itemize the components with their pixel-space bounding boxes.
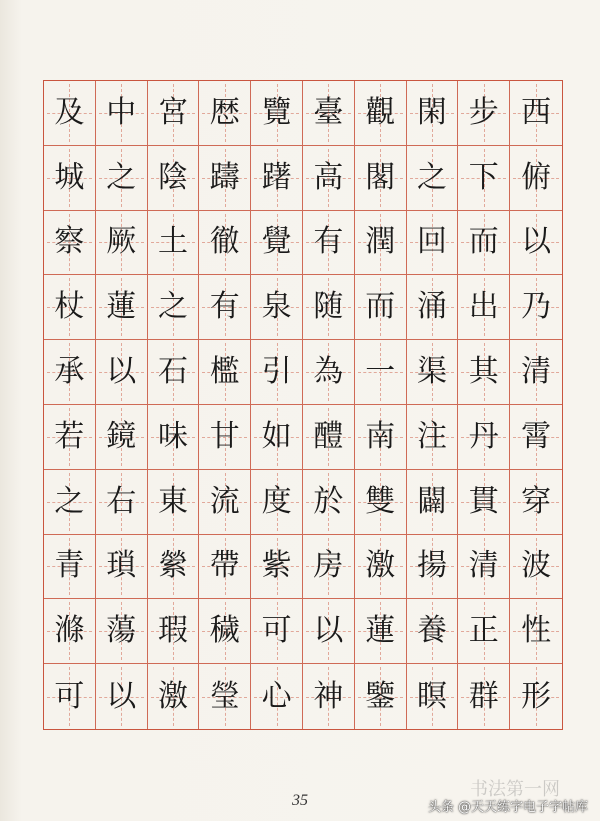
grid-cell xyxy=(407,470,459,535)
calligraphy-character: 躇 xyxy=(261,159,292,195)
grid-cell xyxy=(251,470,303,535)
calligraphy-character: 而 xyxy=(468,224,499,260)
calligraphy-character: 躊 xyxy=(209,159,240,195)
calligraphy-character: 下 xyxy=(468,159,499,195)
grid-cell xyxy=(458,535,510,600)
calligraphy-character: 中 xyxy=(106,94,137,130)
grid-cell xyxy=(199,535,251,600)
grid-cell xyxy=(355,599,407,664)
grid-cell xyxy=(510,535,562,600)
calligraphy-character: 於 xyxy=(313,483,344,519)
calligraphy-character: 觀 xyxy=(365,94,396,130)
calligraphy-character: 南 xyxy=(365,418,396,454)
calligraphy-character: 形 xyxy=(521,678,552,714)
grid-cell xyxy=(510,599,562,664)
grid-cell xyxy=(199,664,251,729)
grid-cell xyxy=(355,470,407,535)
calligraphy-character: 清 xyxy=(521,354,552,390)
grid-cell xyxy=(148,405,200,470)
grid-cell xyxy=(303,146,355,211)
calligraphy-character: 高 xyxy=(313,159,344,195)
grid-cell xyxy=(199,275,251,340)
grid-cell xyxy=(96,470,148,535)
grid-cell xyxy=(510,146,562,211)
calligraphy-character: 瞑 xyxy=(416,678,447,714)
calligraphy-character: 味 xyxy=(157,418,188,454)
grid-cell xyxy=(148,664,200,729)
grid-cell xyxy=(458,81,510,146)
grid-cell xyxy=(199,340,251,405)
grid-cell xyxy=(251,340,303,405)
calligraphy-character: 蓮 xyxy=(365,613,396,649)
calligraphy-character: 以 xyxy=(106,354,137,390)
calligraphy-character: 以 xyxy=(106,678,137,714)
grid-cell xyxy=(303,275,355,340)
grid-cell xyxy=(148,340,200,405)
grid-cell xyxy=(458,275,510,340)
grid-cell xyxy=(251,664,303,729)
calligraphy-character: 養 xyxy=(416,613,447,649)
grid-cell xyxy=(407,211,459,276)
calligraphy-character: 以 xyxy=(521,224,552,260)
grid-cell xyxy=(148,535,200,600)
calligraphy-character: 閑 xyxy=(416,94,447,130)
calligraphy-character: 有 xyxy=(209,289,240,325)
calligraphy-character: 帶 xyxy=(209,548,240,584)
grid-cell xyxy=(96,599,148,664)
calligraphy-character: 東 xyxy=(157,483,188,519)
calligraphy-character: 性 xyxy=(521,613,552,649)
grid-cell xyxy=(251,275,303,340)
calligraphy-character: 渠 xyxy=(416,354,447,390)
calligraphy-character: 土 xyxy=(157,224,188,260)
calligraphy-character: 鏡 xyxy=(106,418,137,454)
grid-cell xyxy=(458,470,510,535)
calligraphy-character: 滌 xyxy=(54,613,85,649)
grid-cell xyxy=(458,405,510,470)
grid-cell xyxy=(407,535,459,600)
calligraphy-character: 鑒 xyxy=(365,678,396,714)
calligraphy-character: 覽 xyxy=(261,94,292,130)
calligraphy-character: 乃 xyxy=(521,289,552,325)
calligraphy-character: 步 xyxy=(468,94,499,130)
grid-cell xyxy=(44,664,96,729)
grid-cell xyxy=(303,664,355,729)
grid-cell xyxy=(458,340,510,405)
grid-cell xyxy=(355,405,407,470)
grid-cell xyxy=(44,211,96,276)
grid-cell xyxy=(96,340,148,405)
grid-cell xyxy=(303,211,355,276)
grid-cell xyxy=(96,535,148,600)
grid-cell xyxy=(148,81,200,146)
grid-cell xyxy=(303,599,355,664)
calligraphy-character: 醴 xyxy=(313,418,344,454)
calligraphy-character: 蕩 xyxy=(106,613,137,649)
grid-cell xyxy=(251,599,303,664)
calligraphy-character: 及 xyxy=(54,94,85,130)
grid-cell xyxy=(458,211,510,276)
grid-cell xyxy=(251,211,303,276)
calligraphy-character: 正 xyxy=(468,613,499,649)
grid-cell xyxy=(303,81,355,146)
calligraphy-character: 清 xyxy=(468,548,499,584)
grid-cell xyxy=(44,535,96,600)
calligraphy-character: 可 xyxy=(54,678,85,714)
grid-cell xyxy=(458,599,510,664)
grid-cell xyxy=(148,470,200,535)
grid-cell xyxy=(458,664,510,729)
grid-cell xyxy=(44,81,96,146)
grid-cell xyxy=(44,599,96,664)
calligraphy-character: 俯 xyxy=(521,159,552,195)
grid-cell xyxy=(510,81,562,146)
calligraphy-character: 察 xyxy=(54,224,85,260)
grid-cell xyxy=(303,535,355,600)
calligraphy-character: 如 xyxy=(261,418,292,454)
grid-cell xyxy=(355,211,407,276)
calligraphy-character: 瑕 xyxy=(157,613,188,649)
grid-cell xyxy=(96,664,148,729)
grid-cell xyxy=(355,81,407,146)
grid-cell xyxy=(407,275,459,340)
grid-cell xyxy=(407,664,459,729)
calligraphy-character: 陰 xyxy=(157,159,188,195)
calligraphy-character: 城 xyxy=(54,159,85,195)
calligraphy-character: 心 xyxy=(261,678,292,714)
calligraphy-character: 穿 xyxy=(521,483,552,519)
calligraphy-character: 房 xyxy=(313,548,344,584)
grid-cell xyxy=(303,340,355,405)
grid-cell xyxy=(407,81,459,146)
calligraphy-character: 紫 xyxy=(261,548,292,584)
grid-cell xyxy=(96,405,148,470)
calligraphy-character: 注 xyxy=(416,418,447,454)
calligraphy-character: 雙 xyxy=(365,483,396,519)
calligraphy-character: 而 xyxy=(365,289,396,325)
grid-cell xyxy=(199,146,251,211)
calligraphy-character: 之 xyxy=(106,159,137,195)
calligraphy-character: 群 xyxy=(468,678,499,714)
calligraphy-character: 随 xyxy=(313,289,344,325)
calligraphy-character: 右 xyxy=(106,483,137,519)
calligraphy-character: 流 xyxy=(209,483,240,519)
grid-cell xyxy=(199,470,251,535)
grid-cell xyxy=(148,599,200,664)
calligraphy-character: 潤 xyxy=(365,224,396,260)
grid-cell xyxy=(148,146,200,211)
grid-cell xyxy=(44,275,96,340)
calligraphy-character: 出 xyxy=(468,289,499,325)
grid-cell xyxy=(199,405,251,470)
grid-cell xyxy=(303,470,355,535)
calligraphy-character: 檻 xyxy=(209,354,240,390)
calligraphy-character: 可 xyxy=(261,613,292,649)
grid-cell xyxy=(96,146,148,211)
grid-cell xyxy=(44,146,96,211)
grid-cell xyxy=(458,146,510,211)
calligraphy-character: 縈 xyxy=(157,548,188,584)
watermark-text: 头条 @天天练字电子字帖库 xyxy=(427,800,588,815)
calligraphy-character: 厥 xyxy=(106,224,137,260)
calligraphy-character: 青 xyxy=(54,548,85,584)
page-number: 35 xyxy=(292,792,308,809)
calligraphy-character: 閣 xyxy=(365,159,396,195)
grid-cell xyxy=(44,470,96,535)
calligraphy-character: 激 xyxy=(365,548,396,584)
grid-cell xyxy=(251,81,303,146)
calligraphy-character: 甘 xyxy=(209,418,240,454)
calligraphy-character: 回 xyxy=(416,224,447,260)
grid-cell xyxy=(148,275,200,340)
calligraphy-character: 丹 xyxy=(468,418,499,454)
grid-cell xyxy=(407,340,459,405)
grid-cell xyxy=(96,275,148,340)
grid-cell xyxy=(407,146,459,211)
character-grid xyxy=(43,80,563,730)
calligraphy-character: 若 xyxy=(54,418,85,454)
calligraphy-character: 度 xyxy=(261,483,292,519)
grid-cell xyxy=(355,664,407,729)
calligraphy-character: 蓮 xyxy=(106,289,137,325)
calligraphy-character: 承 xyxy=(54,354,85,390)
grid-cell xyxy=(510,211,562,276)
grid-cell xyxy=(251,146,303,211)
grid-cell xyxy=(510,275,562,340)
grid-cell xyxy=(96,211,148,276)
grid-cell xyxy=(355,340,407,405)
calligraphy-character: 臺 xyxy=(313,94,344,130)
calligraphy-character: 石 xyxy=(157,354,188,390)
grid-cell xyxy=(510,405,562,470)
grid-cell xyxy=(199,599,251,664)
grid-cell xyxy=(510,340,562,405)
calligraphy-character: 闢 xyxy=(416,483,447,519)
calligraphy-character: 揚 xyxy=(416,548,447,584)
grid-cell xyxy=(199,81,251,146)
grid-cell xyxy=(199,211,251,276)
grid-cell xyxy=(44,340,96,405)
calligraphy-character: 宮 xyxy=(157,94,188,130)
calligraphy-character: 波 xyxy=(521,548,552,584)
calligraphy-character: 厯 xyxy=(209,94,240,130)
calligraphy-character: 貫 xyxy=(468,483,499,519)
calligraphy-character: 引 xyxy=(261,354,292,390)
calligraphy-character: 之 xyxy=(416,159,447,195)
calligraphy-character: 其 xyxy=(468,354,499,390)
calligraphy-character: 有 xyxy=(313,224,344,260)
calligraphy-character: 覺 xyxy=(261,224,292,260)
calligraphy-character: 為 xyxy=(313,354,344,390)
calligraphy-character: 徹 xyxy=(209,224,240,260)
calligraphy-character: 穢 xyxy=(209,613,240,649)
grid-cell xyxy=(407,599,459,664)
grid-cell xyxy=(96,81,148,146)
grid-cell xyxy=(355,535,407,600)
calligraphy-character: 西 xyxy=(521,94,552,130)
grid-cell xyxy=(44,405,96,470)
calligraphy-character: 以 xyxy=(313,613,344,649)
calligraphy-character: 泉 xyxy=(261,289,292,325)
grid-cell xyxy=(355,146,407,211)
watermark-logo: 书法第一网 xyxy=(470,779,560,800)
grid-cell xyxy=(407,405,459,470)
grid-cell xyxy=(510,664,562,729)
calligraphy-character: 之 xyxy=(157,289,188,325)
grid-cell xyxy=(355,275,407,340)
calligraphy-character: 瑩 xyxy=(209,678,240,714)
calligraphy-character: 一 xyxy=(365,354,396,390)
grid-cell xyxy=(251,535,303,600)
grid-cell xyxy=(510,470,562,535)
calligraphy-character: 之 xyxy=(54,483,85,519)
calligraphy-character: 涌 xyxy=(416,289,447,325)
calligraphy-character: 霄 xyxy=(521,418,552,454)
calligraphy-character: 激 xyxy=(157,678,188,714)
grid-cell xyxy=(251,405,303,470)
grid-cell xyxy=(303,405,355,470)
calligraphy-character: 瑣 xyxy=(106,548,137,584)
grid-cell xyxy=(148,211,200,276)
calligraphy-character: 杖 xyxy=(54,289,85,325)
calligraphy-character: 神 xyxy=(313,678,344,714)
